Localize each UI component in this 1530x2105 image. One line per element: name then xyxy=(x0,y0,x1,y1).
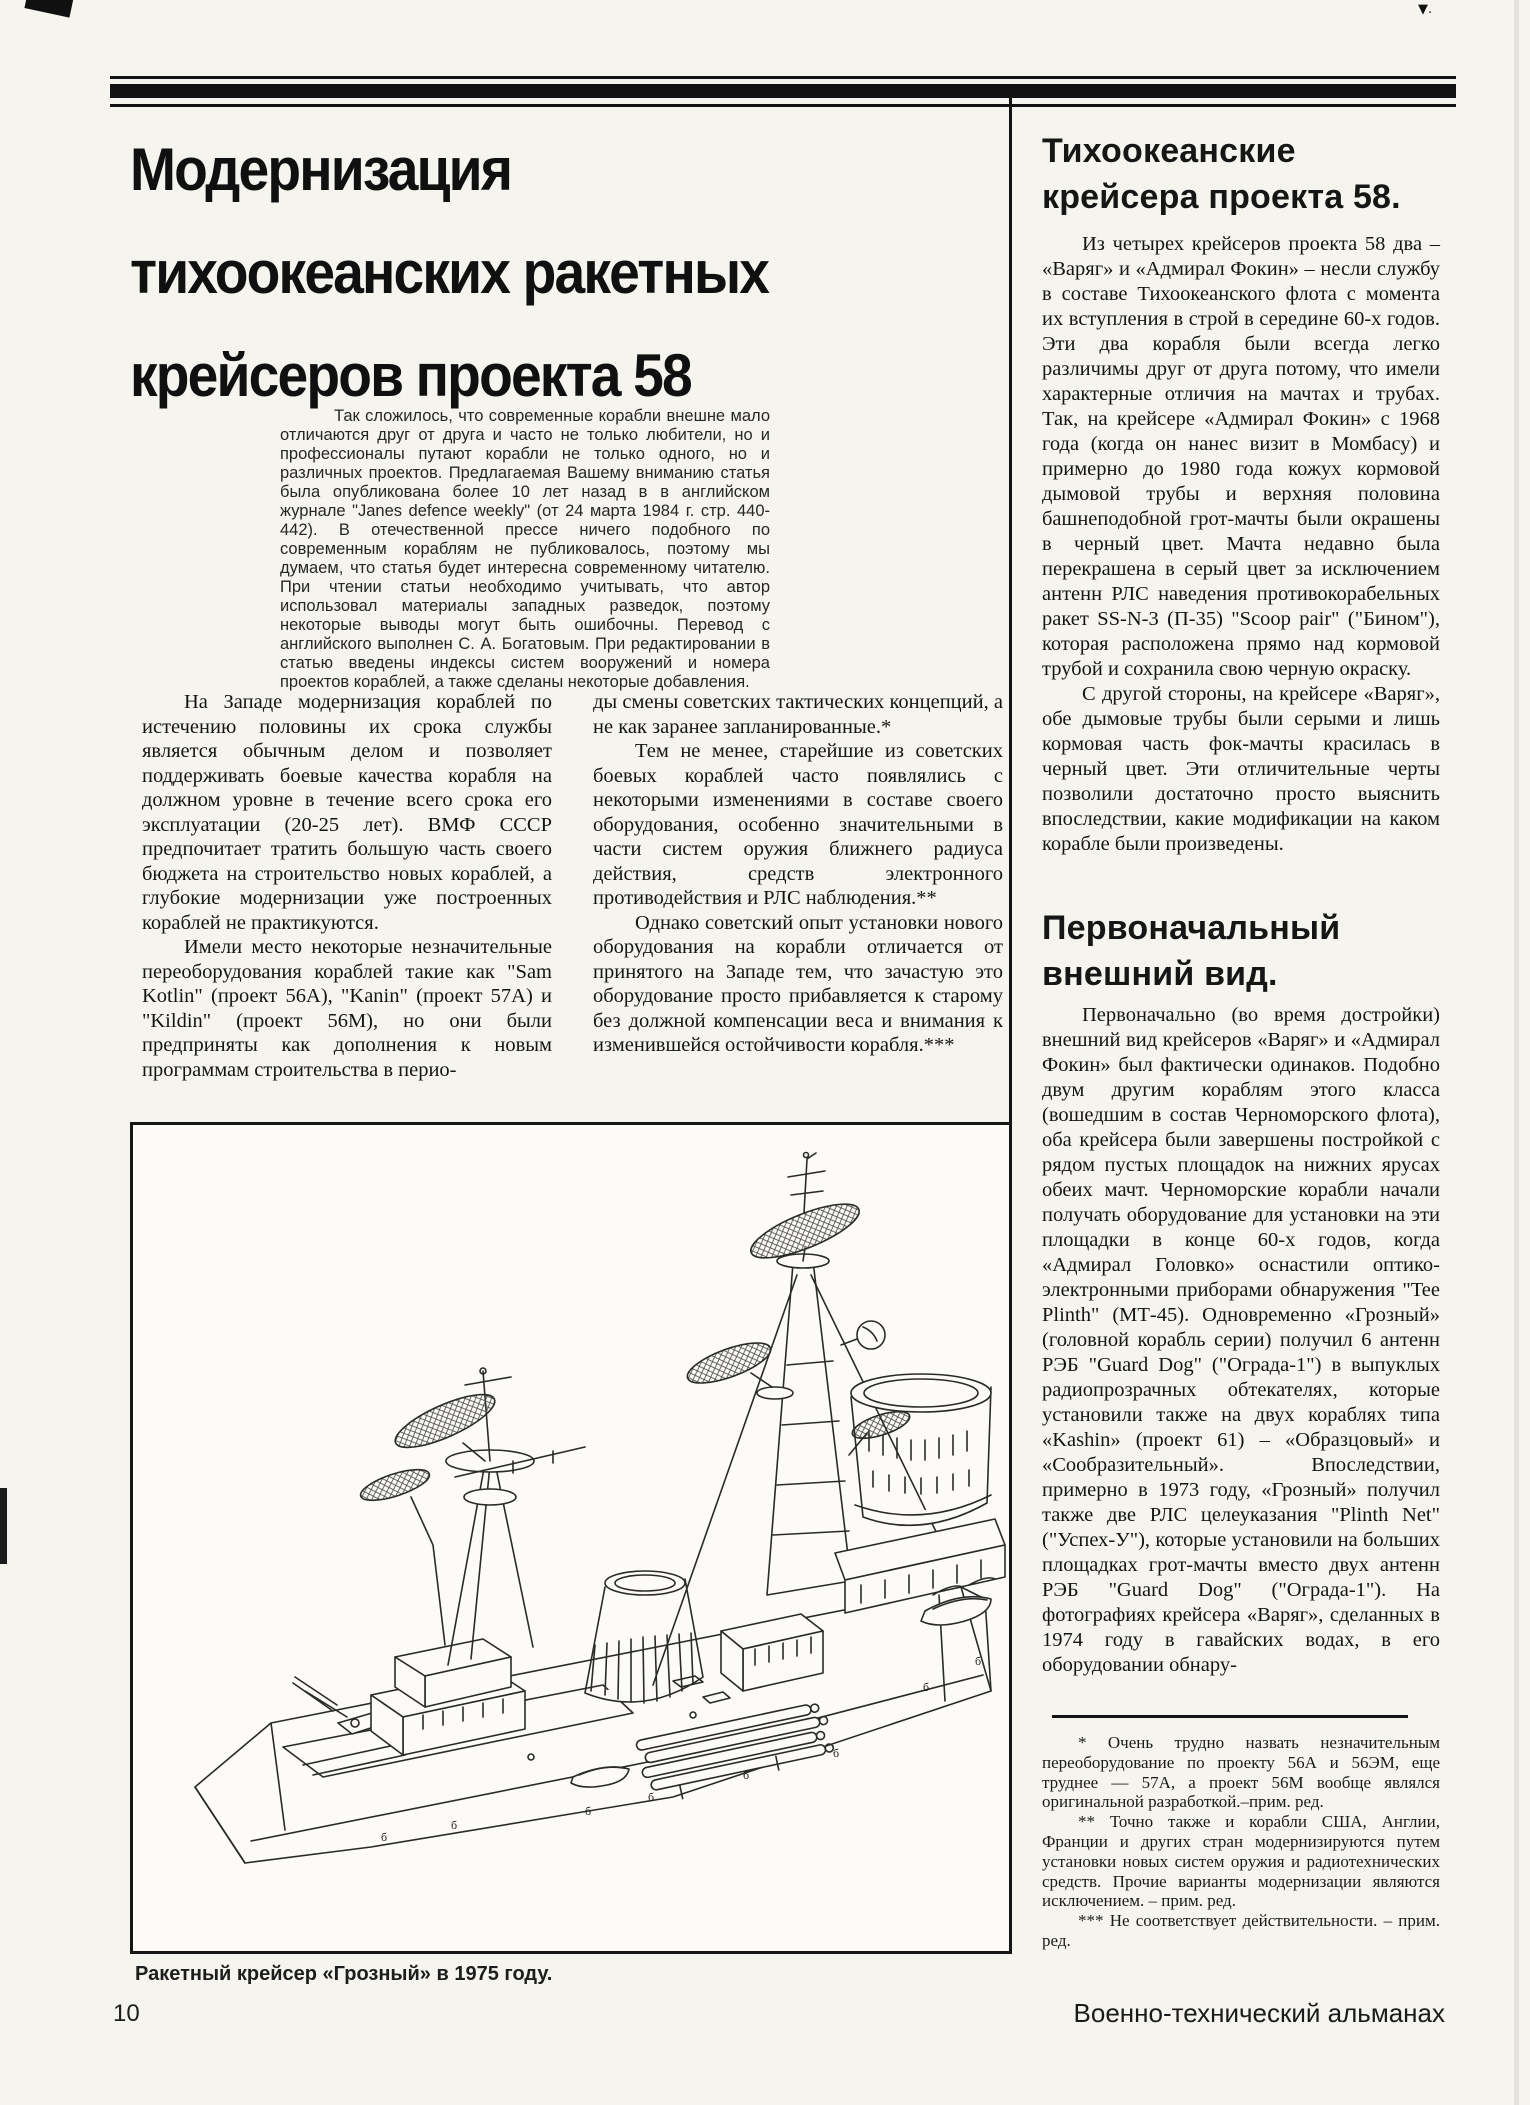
foremast-radar-antenna xyxy=(389,1384,501,1457)
main-mast-side-radar xyxy=(683,1335,775,1391)
journal-footer: Военно-технический альманах xyxy=(1073,1998,1445,2028)
svg-text:б: б xyxy=(381,1830,388,1844)
body-column-2 xyxy=(593,690,1003,1058)
paragraph: ды смены советских тактических концепций, а не как заранее запланированные.* xyxy=(593,691,1003,738)
svg-text:б: б xyxy=(648,1790,655,1804)
svg-text:б: б xyxy=(743,1768,750,1782)
footnote: *** Не соответствует действительности. – прим. ред. xyxy=(1042,1911,1440,1950)
svg-text:б: б xyxy=(923,1680,930,1694)
footnote-separator-rule xyxy=(1052,1715,1408,1718)
svg-text:б: б xyxy=(975,1654,982,1668)
paragraph: Тем не менее, старейшие из советских боевых кораблей часто появлялись с некоторыми изменениями в составе своего оборудования, особенно значительными в части систем оружия ближнего радиуса действия, средств электронного противодействия и РЛС наблюдения.** xyxy=(593,740,1003,909)
aft-funnel-tower xyxy=(851,1374,991,1525)
footnotes xyxy=(1042,1733,1440,1951)
article-title-line-2: тихоокеанских ракетных xyxy=(130,239,769,306)
scan-artifact-left-edge xyxy=(0,1488,7,1564)
scan-page-edge-shadow xyxy=(1514,0,1519,2105)
svg-text:б: б xyxy=(451,1818,458,1832)
paragraph: Имели место некоторые незначительные переоборудования кораблей такие как "Sam Kotlin" (проект 56А), "Kanin" (проект 57А) и "Kildin" (проект 56М), но они были предприняты как дополнения к новым программам строительства в перио- xyxy=(142,936,552,1081)
header-rule-thick xyxy=(110,84,1456,98)
sidebar-section-1 xyxy=(1042,232,1440,857)
paragraph: Из четырех крейсеров проекта 58 два – «Варяг» и «Адмирал Фокин» – несли службу в составе Тихоокеанского флота с момента их вступления в строй в середине 60-х годов. Эти два корабля были всегда легко различимы друг от друга потому, что имели характерные отличия на мачтах и трубах. Так, на крейсере «Адмирал Фокин» с 1968 года (когда он нанес визит в Момбасу) и примерно до 1980 года кожух кормовой дымовой трубы и верхняя половина башнеподобной грот-мачты были окрашены в черный цвет. Мачта недавно была перекрашена в серый цвет за исключением антенн РЛС наведения противокорабельных ракет SS-N-3 (П-35) "Scoop pair" ("Бином"), которая расположена прямо над кормовой трубой и сохранила свою черную окраску. xyxy=(1042,233,1440,680)
header-rule-thin-bottom xyxy=(110,104,1456,107)
figure-frame xyxy=(130,1122,1012,1954)
scan-artifact-top-left xyxy=(24,0,73,18)
paragraph: С другой стороны, на крейсере «Варяг», обе дымовые трубы были серыми и лишь кормовая часть фок-мачты красилась в черный цвет. Эти отличительные черты позволили достаточно просто выяснить впоследствии, какие модификации на каком корабле были произведены. xyxy=(1042,683,1440,855)
sidebar-section-2 xyxy=(1042,1003,1440,1678)
article-title xyxy=(130,118,830,427)
header-rule-thin-top xyxy=(110,76,1456,79)
article-title-line-3: крейсеров проекта 58 xyxy=(130,342,691,409)
foremast xyxy=(357,1368,585,1665)
body-column-1 xyxy=(142,690,552,1082)
sidebar-heading-pacific-cruisers: Тихоокеанские крейсера проекта 58. xyxy=(1042,132,1401,216)
editorial-intro: Так сложилось, что современные корабли внешне мало отличаются друг от друга и часто не только любители, но и профессионалы путают корабли не только одного, но и различных проектов. Предлагаемая Вашему вниманию статья была опубликована более 10 лет назад в в английском журнале "Janes defence weekly" (от 24 марта 1984 г. стр. 440-442). В отечественной прессе ничего подобного по современным кораблям не публиковалось, поэтому мы думаем, что статья будет интересна современному читателю. При чтении статьи необходимо учитывать, что автор использовал материалы западных разведок, поэтому некоторые выводы могут быть ошибочны. Перевод с английского выполнен С. А. Богатовым. При редактировании в статью введены индексы систем вооружений и номера проектов кораблей, а также сделаны некоторые добавления. xyxy=(280,407,770,691)
paragraph: На Западе модернизация кораблей по истечению половины их срока службы является обычным делом и позволяет поддерживать боевые качества корабля на должном уровне в течение всего срока его эксплуатации (20-25 лет). ВМФ СССР предпочитает тратить большую часть своего бюджета на строительство новых кораблей, а глубокие модернизации уже построенных кораблей не практикуются. xyxy=(142,691,552,934)
paragraph: Однако советский опыт установки нового оборудования на корабли отличается от принятого на Западе тем, что зачастую это оборудование просто прибавляется к старому без должной компенсации веса и внимания к изменившейся остойчивости корабля.*** xyxy=(593,911,1003,1056)
footnote: ** Точно также и корабли США, Англии, Франции и других стран модернизируются путем установки новых систем оружия и радиотехнических средств. Прочие варианты модернизации являются исключением. – прим. ред. xyxy=(1042,1812,1440,1911)
page-number: 10 xyxy=(113,2000,140,2027)
sidebar-heading-original-appearance: Первоначальный внешний вид. xyxy=(1042,909,1341,993)
hull xyxy=(195,1587,991,1863)
ship-line-drawing xyxy=(133,1125,1009,1951)
paragraph: Первоначально (во время достройки) внешний вид крейсеров «Варяг» и «Адмирал Фокин» был фактически одинаков. Подобно двум другим кораблям этого класса (вошедшим в состав Черноморского флота), оба крейсера были завершены постройкой с рядом пустых площадок на нижних ярусах обеих мачт. Черноморские корабли начали получать оборудование для установки на эти площадки в конце 60-х годов, когда «Адмирал Головко» оснастили оптико-электронными приборами обнаружения "Tee Plinth" (МТ-45). Одновременно «Грозный» (головной корабль серии) получил 6 антенн РЭБ "Guard Dog" ("Ограда-1") в выпуклых радиопрозрачных обтекателях, которые установили также на двух кораблях типа «Kashin» (проект 61) – «Образцовый» и «Сообразительный». Впоследствии, примерно в 1973 году, «Грозный» получил также две РЛС целеуказания "Plinth Net" ("Успех-У"), которые установили на больших площадках грот-мачты вместо двух антенн РЭБ "Guard Dog" ("Ограда-1"). На фотографиях крейсера «Варяг», сделанных в 1974 году в гавайских водах, в его оборудовании обнару- xyxy=(1042,1004,1440,1676)
figure-caption: Ракетный крейсер «Грозный» в 1975 году. xyxy=(135,1963,553,1985)
scan-artifact-corner-mark: ▼. xyxy=(1418,2,1433,17)
article-title-line-1: Модернизация xyxy=(130,136,512,203)
footnote: * Очень трудно назвать незначительным переоборудование по проекту 56А и 56ЭМ, еще труднее — 57А, а проект 56М вообще являлся оригинальной разработкой.–прим. ред. xyxy=(1042,1733,1440,1812)
svg-text:б: б xyxy=(833,1746,840,1760)
svg-text:б: б xyxy=(585,1804,592,1818)
foremast-secondary-radar xyxy=(357,1463,432,1506)
